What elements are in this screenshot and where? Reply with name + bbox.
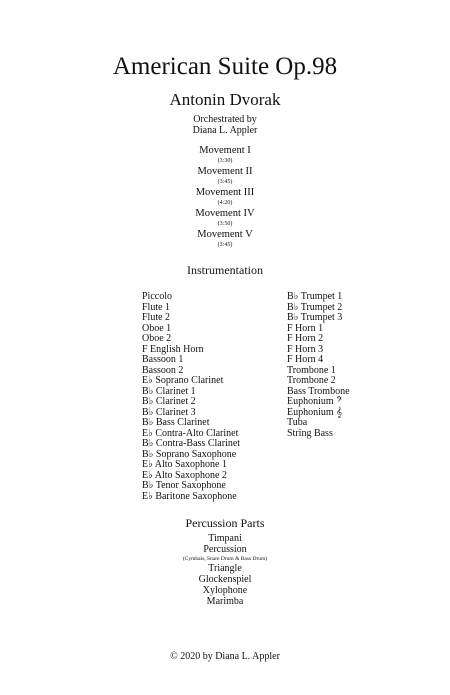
instrument-list-right (287, 292, 350, 439)
instrument-item: F Horn 2 (287, 333, 324, 344)
movement-item (0, 145, 450, 166)
instrument-item: String Bass (287, 427, 333, 439)
movement-item (0, 187, 450, 208)
instrument-item: Flute 2 (142, 312, 171, 323)
instrument-item: Trombone 2 (287, 375, 336, 386)
percussion-item: Xylophone (202, 585, 248, 596)
percussion-item: Triangle (208, 563, 242, 574)
instrument-item: Oboe 2 (142, 333, 172, 344)
instrument-item: B♭ Trumpet 3 (287, 312, 343, 323)
instrument-item: E♭ Contra-Alto Clarinet (142, 427, 239, 439)
movement-duration: (4:20) (217, 200, 233, 206)
instrument-item: B♭ Clarinet 3 (142, 406, 196, 418)
arranger-name: Diana L. Appler (192, 125, 258, 136)
instrument-item: Oboe 1 (142, 322, 172, 334)
composer-name: Antonin Dvorak (169, 90, 281, 109)
instrument-item: E♭ Alto Saxophone 2 (142, 469, 227, 481)
movement-name: Movement II (197, 166, 253, 177)
movement-duration: (3:45) (217, 179, 233, 185)
percussion-item: Glockenspiel (198, 574, 252, 585)
instrument-item: B♭ Clarinet 1 (142, 385, 196, 397)
instrument-item: B♭ Trumpet 2 (287, 301, 343, 313)
percussion-item: Percussion (203, 544, 247, 555)
percussion-list (0, 533, 450, 607)
instrument-item: F Horn 3 (287, 343, 324, 355)
instrument-item: Bassoon 2 (142, 364, 184, 376)
instrument-item: Euphonium 𝄞 (287, 406, 343, 418)
instrument-item: F Horn 4 (287, 354, 324, 365)
instrument-item: B♭ Clarinet 2 (142, 396, 196, 407)
movement-item (0, 208, 450, 229)
copyright-notice: © 2020 by Diana L. Appler (170, 651, 280, 662)
instrument-item: Bass Trombone (287, 385, 350, 397)
instrument-item: B♭ Soprano Saxophone (142, 448, 237, 460)
instrument-item: B♭ Contra-Bass Clarinet (142, 438, 241, 449)
movement-name: Movement IV (195, 208, 255, 219)
instrument-item: E♭ Alto Saxophone 1 (142, 459, 227, 470)
percussion-heading: Percussion Parts (185, 516, 265, 530)
orchestrated-by-label: Orchestrated by (193, 114, 257, 125)
instrument-item: F English Horn (142, 343, 204, 355)
movement-duration: (3:45) (217, 242, 233, 248)
instrument-item: Flute 1 (142, 301, 171, 313)
instrument-list-left (142, 292, 240, 502)
orchestration-credit (0, 114, 450, 136)
movement-name: Movement III (195, 187, 255, 198)
movement-duration: (3:30) (217, 158, 233, 164)
movement-name: Movement I (199, 145, 251, 156)
page-title: American Suite Op.98 (112, 53, 338, 80)
percussion-note: (Cymbals, Snare Drum & Bass Drum) (182, 556, 268, 562)
instrument-item: Piccolo (142, 291, 172, 302)
movement-item (0, 166, 450, 187)
movement-item (0, 229, 450, 250)
instrument-item: Trombone 1 (287, 364, 336, 376)
percussion-item: Marimba (206, 596, 244, 607)
movement-list (0, 145, 450, 250)
instrument-item: Euphonium 𝄢 (287, 396, 343, 407)
instrument-item: B♭ Tenor Saxophone (142, 480, 226, 491)
instrument-item: E♭ Soprano Clarinet (142, 375, 224, 386)
movement-duration: (3:50) (217, 221, 233, 227)
percussion-item: Timpani (208, 533, 242, 544)
instrumentation-heading: Instrumentation (187, 263, 263, 277)
instrument-item: E♭ Baritone Saxophone (142, 490, 237, 502)
instrument-item: Bassoon 1 (142, 354, 184, 365)
instrument-item: B♭ Trumpet 1 (287, 291, 343, 302)
instrument-item: Tuba (287, 417, 308, 428)
movement-name: Movement V (197, 229, 253, 240)
instrument-item: F Horn 1 (287, 322, 324, 334)
instrument-item: B♭ Bass Clarinet (142, 417, 210, 428)
